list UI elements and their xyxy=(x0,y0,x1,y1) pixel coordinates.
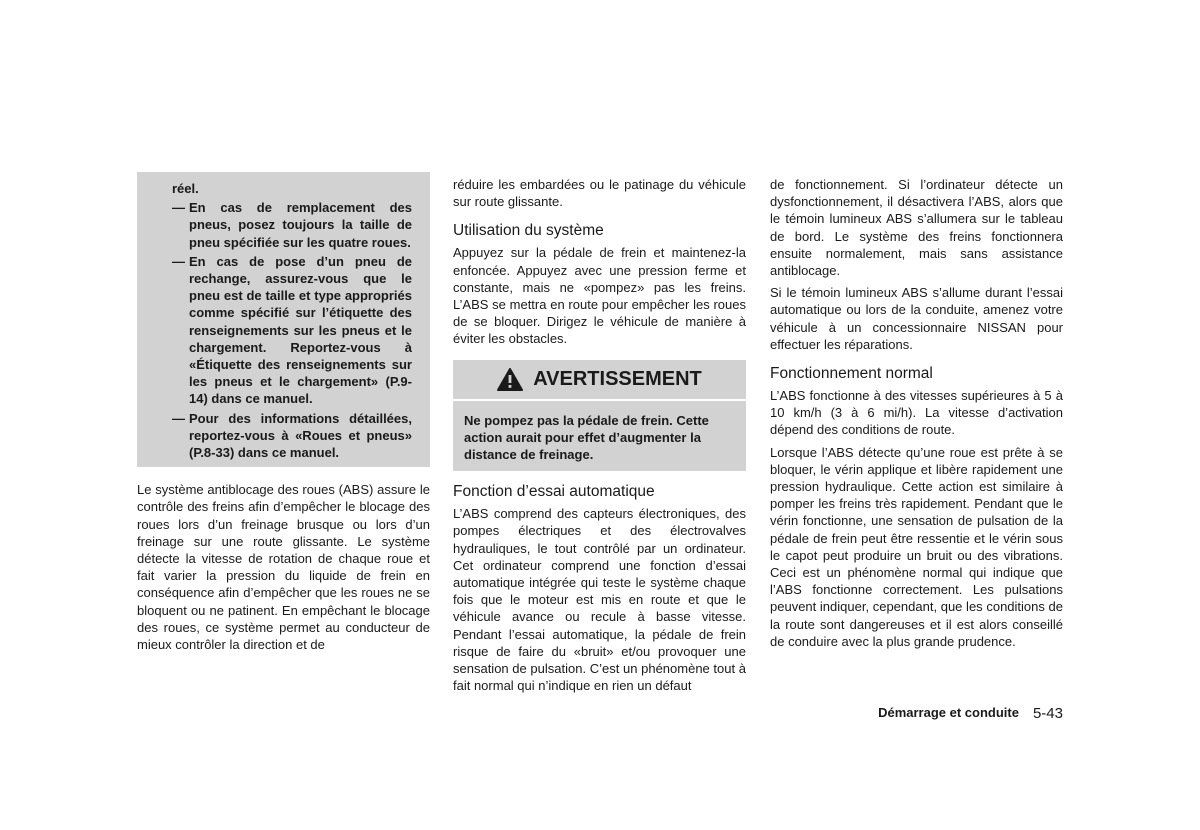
dash-bullet: — xyxy=(172,410,185,426)
operation-paragraph: Lorsque l’ABS détecte qu’une roue est prête à se bloquer, le vérin applique et libère rapidement une pression hydraulique. Cette action est similaire à pomper les freins très rapidement. Pendant que le vérin fonctionne, une sensation de pulsation de la pédale de frein peut être ressentie et le vérin sous le capot peut produire un bruit ou des vibrations. Ceci est un phénomène normal qui indique que l’ABS fonctionne correctement. Les pulsations peuvent indiquer, cependant, que les conditions de la route sont dangereuses et il est alors conseillé de conduire avec la plus grande prudence. xyxy=(770,444,1063,649)
caution-continued-box xyxy=(137,172,430,467)
dash-bullet: — xyxy=(172,253,185,269)
continued-paragraph: de fonctionnement. Si l’ordinateur détecte un dysfonctionnement, il désactivera l’ABS, alors que le témoin lumineux ABS s’allumera sur le tableau de bord. Le système des freins fonctionnera ensuite normalement, mais sans assistance antiblocage. xyxy=(770,177,1063,279)
page-number: 5-43 xyxy=(1032,705,1063,722)
section-heading-normal-operation: Fonctionnement normal xyxy=(770,365,933,383)
list-item-text: En cas de pose d’un pneu de rechange, assurez-vous que le pneu est de taille et type appropriés comme spécifié sur l’étiquette des renseignements sur les pneus et le chargement. Reportez-vous à «Étiquette des renseignements sur les pneus et le chargement» (P.9-14) dans ce manuel. xyxy=(189,253,412,407)
warning-box xyxy=(453,360,746,472)
list-item xyxy=(172,199,412,251)
warning-title: AVERTISSEMENT xyxy=(533,367,702,390)
warning-header xyxy=(453,360,746,401)
section-heading-self-test: Fonction d’essai automatique xyxy=(453,483,655,501)
list-item-text: Pour des informations détaillées, reportez-vous à «Roues et pneus» (P.8-33) dans ce manuel. xyxy=(189,410,412,461)
column-left xyxy=(137,172,430,658)
list-item xyxy=(172,253,412,408)
warning-text: Ne pompez pas la pédale de frein. Cette action aurait pour effet d’augmenter la distance de freinage. xyxy=(464,412,709,463)
warning-triangle-icon xyxy=(497,368,523,391)
box-intro-text: réel. xyxy=(172,181,199,196)
column-middle xyxy=(453,176,746,699)
warning-light-paragraph: Si le témoin lumineux ABS s’allume durant l’essai automatique ou lors de la conduite, amenez votre véhicule à un concessionnaire NISSAN pour effectuer les réparations. xyxy=(770,285,1063,352)
speed-paragraph: L’ABS fonctionne à des vitesses supérieures à 5 à 10 km/h (3 à 6 mi/h). La vitesse d’activation dépend des conditions de route. xyxy=(770,388,1063,438)
page-footer xyxy=(878,705,1063,722)
self-test-paragraph: L’ABS comprend des capteurs électroniques, des pompes électriques et des électrovalves hydrauliques, le tout contrôlé par un ordinateur. Cet ordinateur comprend une fonction d’essai automatique intégrée qui teste le système chaque fois que le moteur est mis en route et que le véhicule avance ou recule à basse vitesse. Pendant l’essai automatique, la pédale de frein risque de faire du «bruit» et/ou provoquer une sensation de pulsation. C’est un phénomène tout à fait normal qui n’indique en rien un défaut xyxy=(453,506,746,694)
list-item-text: En cas de remplacement des pneus, posez toujours la taille de pneu spécifiée sur les quatre roues. xyxy=(189,200,412,250)
dash-bullet: — xyxy=(172,200,185,216)
list-item xyxy=(172,410,412,462)
continued-paragraph: réduire les embardées ou le patinage du véhicule sur route glissante. xyxy=(453,177,746,210)
section-name: Démarrage et conduite xyxy=(878,705,1019,720)
section-heading-usage: Utilisation du système xyxy=(453,222,604,240)
column-right xyxy=(770,176,1063,655)
usage-paragraph: Appuyez sur la pédale de frein et maintenez-la enfoncée. Appuyez avec une pression ferme et constante, mais ne «pompez» pas les freins. L’ABS se mettra en route pour empêcher les roues de se bloquer. Dirigez le véhicule de manière à éviter les obstacles. xyxy=(453,245,746,347)
abs-intro-paragraph: Le système antiblocage des roues (ABS) assure le contrôle des freins afin d’empêcher le blocage des roues lors d’un freinage brusque ou lors d’un freinage sur une route glissante. Le système détecte la vitesse de rotation de chaque roue et fait varier la pression du liquide de frein en conséquence afin d’empêcher que les roues ne se bloquent ou ne patinent. En empêchant le blocage des roues, ce système permet au conducteur de mieux contrôler la direction et de xyxy=(137,482,430,653)
